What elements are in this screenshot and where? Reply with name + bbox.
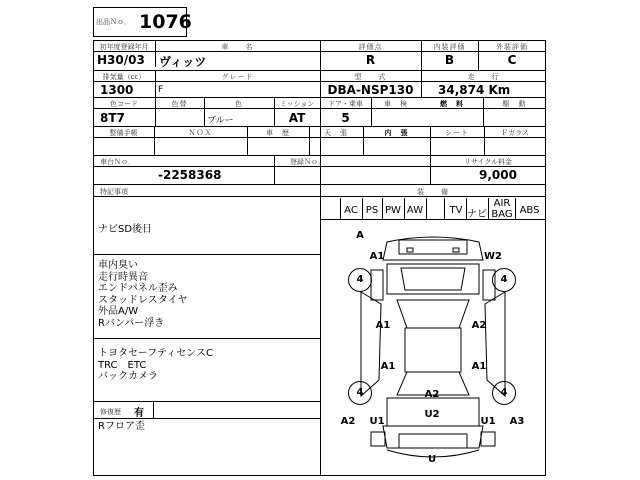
transmission-value: AT xyxy=(288,111,306,125)
registration-label: 登録Ｎｏ． xyxy=(290,158,325,166)
tire-rr: 4 xyxy=(492,381,516,405)
fuel-label: 燃 料 xyxy=(440,100,464,108)
repair-detail: Rフロア歪 xyxy=(98,421,145,432)
score-value: R xyxy=(365,53,376,67)
color-code-label: 色コード xyxy=(110,100,138,108)
lot-box xyxy=(93,7,192,37)
first-reg-label: 初年度登録年月 xyxy=(99,43,149,51)
equip-airbag: AIR BAG xyxy=(491,198,513,220)
note-navi: ナビSD後日 xyxy=(98,224,153,235)
mileage-label: 走 行 xyxy=(467,73,500,81)
car-diagram xyxy=(321,220,545,475)
damage-rr-side: U1 xyxy=(480,416,496,427)
tire-fr: 4 xyxy=(492,268,516,292)
model-value: DBA-NSP130 xyxy=(327,83,414,97)
damage-trunk: A2 xyxy=(424,389,440,400)
displacement-value: 1300 xyxy=(100,83,134,97)
exterior-value: C xyxy=(507,53,517,67)
damage-door-rl: A1 xyxy=(380,361,396,372)
exterior-label: 外装評価 xyxy=(496,43,528,51)
equip-pw: PW xyxy=(385,205,401,216)
tire-fl: 4 xyxy=(348,268,372,292)
manual-label: 整備手帳 xyxy=(109,129,138,137)
equip-ps: PS xyxy=(365,205,379,216)
repair-label: 修復歴 xyxy=(100,408,121,416)
lot-label: 出品Ｎｏ． xyxy=(96,18,131,26)
color-label: 色 xyxy=(235,100,243,108)
equipment-label: 装 備 xyxy=(417,188,449,196)
recycle-label: リサイクル料金 xyxy=(463,158,513,166)
damage-rr-corner: A3 xyxy=(509,416,525,427)
interior-label: 内装評価 xyxy=(433,43,466,51)
equip-aw: AW xyxy=(406,205,424,216)
grade-value: F xyxy=(158,85,164,95)
damage-rear: U xyxy=(427,454,437,465)
damage-door-fl: A1 xyxy=(375,320,391,331)
displacement-label: 排気量（cc） xyxy=(102,73,146,81)
damage-rear-panel: U2 xyxy=(424,409,440,420)
note-condition: 車内臭い 走行時異音 エンドパネル歪み スタッドレスタイヤ 外品A/W Rバンパー浮き xyxy=(98,260,188,329)
damage-front: A xyxy=(356,230,364,241)
seat-label: シート xyxy=(445,129,469,137)
color-value: ブルー xyxy=(207,116,234,126)
car-name-label: 車 名 xyxy=(221,43,254,51)
interior-tear-label: 内 張 xyxy=(384,129,409,137)
doors-label: ドア・乗車 xyxy=(328,100,363,108)
damage-rl-side: U1 xyxy=(369,416,385,427)
sunroof-label: 天 張 xyxy=(324,129,348,137)
interior-value: B xyxy=(444,53,455,67)
color-code-value: 8T7 xyxy=(100,111,125,125)
equip-abs: ABS xyxy=(519,205,540,216)
mileage-value: 34,874 Km xyxy=(438,83,511,97)
note-options: トヨタセーフティセンスC TRC ETC バックカメラ xyxy=(98,348,213,382)
first-reg-value: H30/03 xyxy=(97,53,145,67)
nox-label: ＮＯＸ xyxy=(188,129,213,137)
notes-label: 特記事項 xyxy=(100,188,128,196)
color-change-label: 色替 xyxy=(171,100,188,108)
damage-fl: A1 xyxy=(369,251,385,262)
lot-number: 1076 xyxy=(139,11,192,33)
chassis-label: 車台Ｎｏ． xyxy=(100,158,135,166)
glass-label: Ｆガラス xyxy=(501,129,529,137)
model-label: 型 式 xyxy=(354,73,387,81)
equip-tv: TV xyxy=(449,205,463,216)
score-label: 評価点 xyxy=(358,43,383,51)
equip-navi: ナビ xyxy=(467,209,487,220)
recycle-value: 9,000 xyxy=(479,168,517,182)
tire-rl: 4 xyxy=(348,381,372,405)
doors-value: 5 xyxy=(341,111,350,125)
inspection-label: 車 検 xyxy=(384,100,408,108)
chassis-value: -2258368 xyxy=(158,168,222,182)
drive-label: 駆 動 xyxy=(502,100,527,108)
damage-door-fr: A2 xyxy=(471,320,487,331)
damage-fr: W2 xyxy=(484,251,502,262)
damage-rl-corner: A2 xyxy=(340,416,356,427)
car-name-value: ヴィッツ xyxy=(159,55,207,69)
damage-door-rr: A1 xyxy=(471,361,487,372)
transmission-label: ミッション xyxy=(279,100,315,108)
equip-ac: AC xyxy=(344,205,358,216)
repair-value: 有 xyxy=(134,408,144,419)
car-history-label: 車 歴 xyxy=(266,129,290,137)
grade-label: グレード xyxy=(221,73,254,81)
